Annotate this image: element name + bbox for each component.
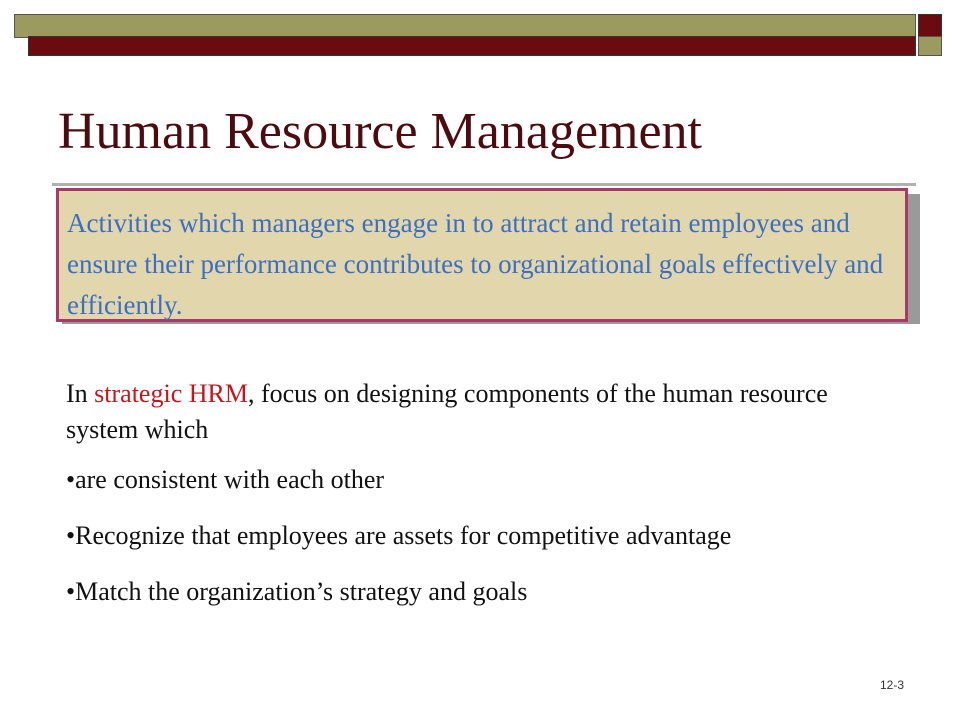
strategic-hrm-highlight: strategic HRM <box>94 379 248 408</box>
bullet-item-consistent: •are consistent with each other <box>66 465 385 494</box>
header-square-olive <box>918 36 942 56</box>
bullet-item-strategy: •Match the organization’s strategy and goals <box>66 577 528 606</box>
intro-text-end: , focus on designing components of the human resource system which <box>66 379 828 444</box>
slide-number: 12-3 <box>880 678 905 692</box>
page-title: Human Resource Management <box>58 103 703 160</box>
header-square-red <box>918 14 942 38</box>
bullet-item-assets: •Recognize that employees are assets for competitive advantage <box>66 521 732 550</box>
header-bar-red <box>28 36 916 56</box>
header-bar-olive <box>14 14 916 38</box>
definition-box <box>56 188 908 322</box>
intro-paragraph <box>66 376 896 448</box>
intro-text-start: In <box>66 379 95 408</box>
definition-text: Activities which managers engage in to attract and retain employees and ensure their performance contributes to organizational goals effectively and efficiently. <box>67 208 884 320</box>
title-divider <box>52 183 916 186</box>
slide-body <box>66 376 896 630</box>
